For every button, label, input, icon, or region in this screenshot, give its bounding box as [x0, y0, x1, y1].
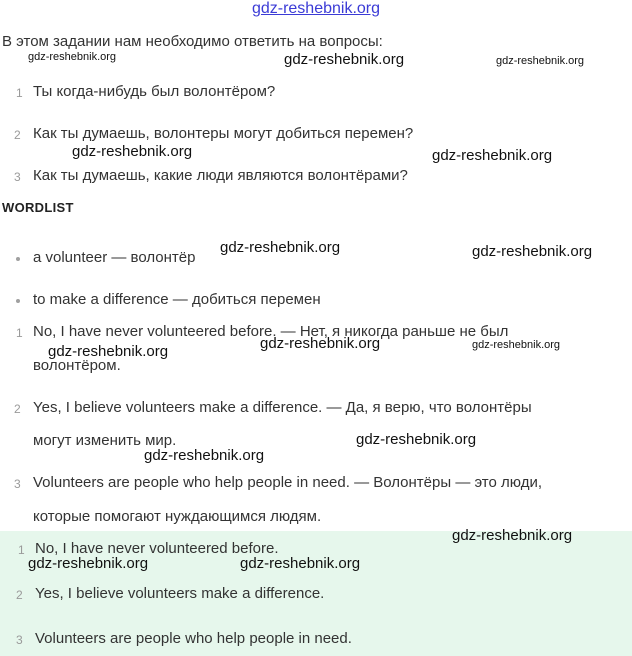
watermark: gdz-reshebnik.org — [28, 555, 149, 572]
translation-number: 2 — [14, 402, 21, 416]
question-text: Ты когда-нибудь был волонтёром? — [33, 83, 276, 100]
bullet-icon — [16, 299, 20, 303]
wordlist-item: a volunteer — волонтёр — [33, 249, 196, 266]
answer-text: Yes, I believe volunteers make a difference. — [35, 585, 325, 602]
watermark: gdz-reshebnik.org — [144, 447, 265, 464]
answer-number: 3 — [16, 633, 23, 647]
question-number: 1 — [16, 86, 23, 100]
watermark: gdz-reshebnik.org — [260, 335, 381, 352]
site-link[interactable]: gdz-reshebnik.org — [251, 0, 381, 17]
watermark: gdz-reshebnik.org — [220, 239, 341, 256]
answer-text: Volunteers are people who help people in need. — [35, 630, 352, 647]
question-text: Как ты думаешь, какие люди являются волонтёрами? — [33, 167, 408, 184]
watermark: gdz-reshebnik.org — [472, 243, 593, 260]
question-text: Как ты думаешь, волонтеры могут добиться перемен? — [33, 125, 414, 142]
watermark: gdz-reshebnik.org — [28, 51, 117, 63]
answer-number: 2 — [16, 588, 23, 602]
question-number: 3 — [14, 170, 21, 184]
wordlist-title: WORDLIST — [2, 200, 74, 215]
translation-line: No, I have never volunteered before. — Нет, я никогда раньше не был — [33, 323, 509, 340]
translation-line: Volunteers are people who help people in need. — Волонтёры — это люди, — [33, 474, 542, 491]
question-number: 2 — [14, 128, 21, 142]
watermark: gdz-reshebnik.org — [356, 431, 477, 448]
site-header — [0, 0, 632, 18]
answer-block — [0, 531, 632, 656]
intro-text: В этом задании нам необходимо ответить на вопросы: — [2, 33, 383, 50]
answer-text: No, I have never volunteered before. — [35, 540, 279, 557]
watermark: gdz-reshebnik.org — [72, 143, 193, 160]
watermark: gdz-reshebnik.org — [240, 555, 361, 572]
answer-number: 1 — [18, 543, 25, 557]
translation-line: волонтёром. — [33, 357, 121, 374]
wordlist-item: to make a difference — добиться перемен — [33, 291, 321, 308]
watermark: gdz-reshebnik.org — [432, 147, 553, 164]
watermark: gdz-reshebnik.org — [284, 51, 405, 68]
translation-number: 3 — [14, 477, 21, 491]
watermark: gdz-reshebnik.org — [48, 343, 169, 360]
watermark: gdz-reshebnik.org — [472, 339, 561, 351]
bullet-icon — [16, 257, 20, 261]
translation-line: могут изменить мир. — [33, 432, 177, 449]
watermark: gdz-reshebnik.org — [496, 55, 585, 67]
watermark: gdz-reshebnik.org — [452, 527, 573, 544]
translation-line: Yes, I believe volunteers make a difference. — Да, я верю, что волонтёры — [33, 399, 532, 416]
translation-line: которые помогают нуждающимся людям. — [33, 508, 322, 525]
translation-number: 1 — [16, 326, 23, 340]
